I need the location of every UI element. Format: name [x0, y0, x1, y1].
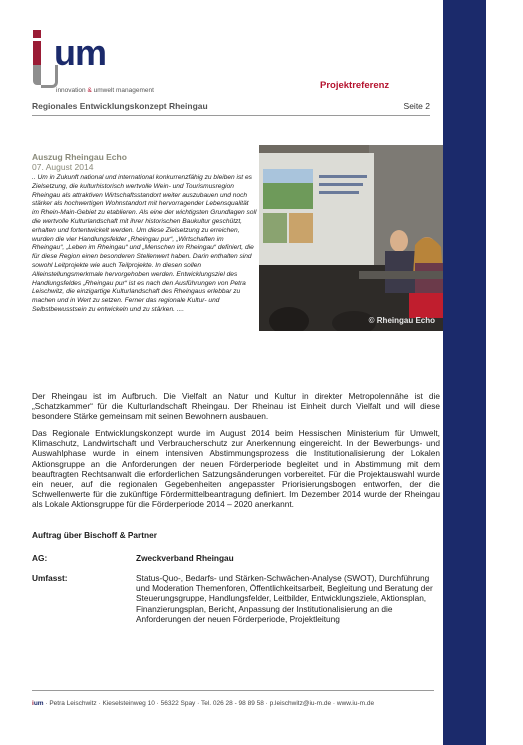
- photo-credit: © Rheingau Echo: [368, 316, 435, 325]
- projektreferenz-label: Projektreferenz: [320, 80, 390, 91]
- footer-divider: [32, 690, 434, 691]
- paragraph-1: Der Rheingau ist im Aufbruch. Die Vielfalt an Natur und Kultur in direkter Metropolennähe ist die „Schatzkammer“ für die Kulturlandschaft Rheingau. Der Rheinau ist Einheit durch Vielfalt und will diese besondere Stärke gemeinsam mit seinen Bewohnern ausbauen.: [32, 391, 440, 422]
- umfasst-label: Umfasst:: [32, 573, 68, 583]
- footer-text: · Petra Leischwitz · Kieselsteinweg 10 · 56322 Spay · Tel. 026 28 - 98 89 58 · p.leischwitz@iu-m.de · www.iu-m.de: [43, 700, 375, 707]
- page-number: Seite 2: [403, 101, 430, 111]
- event-photo: [259, 145, 443, 331]
- company-logo: [32, 30, 162, 94]
- logo-tagline: innovation & umwelt management: [56, 87, 154, 94]
- ag-label: AG:: [32, 553, 48, 563]
- document-title: Regionales Entwicklungskonzept Rheingau: [32, 101, 208, 111]
- ag-value: Zweckverband Rheingau: [136, 553, 234, 563]
- page-header: [32, 101, 430, 116]
- auftrag-heading: Auftrag über Bischoff & Partner: [32, 530, 157, 540]
- navy-side-bar: [443, 0, 486, 745]
- logo-um-letters: um: [54, 32, 106, 73]
- photo-illustration: [259, 145, 443, 331]
- article-excerpt: .. Um in Zukunft national und international konkurrenzfähig zu bleiben ist es Zielsetzung, die kulturhistorisch wertvolle Wein- und Tourismusregion Rheingau als attraktiven Wirtschaftsstandort weiter auszubauen und noch stärker als hochwertigen Wohnstandort mit hervorragender Lebensqualität im Rhein-Main-Gebiet zu etablieren. Als eine der wichtigsten Grundlagen soll die wertvolle Kulturlandschaft mit ihrer historischen Baukultur geschützt, erhalten und fortentwickelt werden. Um diese Zielsetzung zu erreichen, wurden die vier Handlungsfelder „Rheingau pur“, „Wirtschaften im Rheingau“, „Leben im Rheingau“ und „Menschen im Rheingau“ definiert, die für diese Region einen besonderen Stellenwert haben. Darin enthalten sind sowohl Leitprojekte wie auch Teilprojekte. In diesen sollen Alleinstellungsmerkmale hervorgehoben werden. Entwicklungsziel des Handlungsfeldes „Rheingau pur“ ist es nach den Ausführungen von Petra Leischwitz, die einzigartige Kulturlandschaft des Rheingaus erlebbar zu machen und in Wert zu setzen. Ferner das regionale Kultur- und Selbstbewusstsein zu entwickeln und zu stärken. ....: [32, 174, 257, 313]
- article-source: Auszug Rheingau Echo: [32, 152, 127, 162]
- footer-brand: ium: [32, 700, 44, 707]
- footer-contact: [32, 700, 374, 707]
- paragraph-2: Das Regionale Entwicklungskonzept wurde im August 2014 beim Hessischen Ministerium für Umwelt, Klimaschutz, Landwirtschaft und Verbraucherschutz zur Anerkennung eingereicht. In der Bewerbungs- und Auswahlphase wurde in einem intensiven Abstimmungsprozess die Institutionalisierung der Lokalen Aktionsgruppe an die Anforderungen der neuen Förderperiode begleitet und in Abstimmung mit dem beauftragten Rechtsanwalt die erforderlichen Satzungsänderungen vorbereitet. Für die Projektauswahl wurde ein neuer, auf die regionalen Gegebenheiten angepasster Priorisierungsbogen entworfen, der die Schwellenwerte für die zukünftige Fördermittelbeantragung definiert. Im Dezember 2014 wurde der Rheingau als Lokale Aktionsgruppe für die Förderperiode 2014 – 2020 anerkannt.: [32, 428, 440, 510]
- umfasst-value: Status-Quo-, Bedarfs- und Stärken-Schwächen-Analyse (SWOT), Durchführung und Moderation Themenforen, Öffentlichkeitsarbeit, Begleitung und Beratung der Steuerungsgruppe, Handlungsfelder, Leitbilder, Entwicklungsziele, Aktionsplan, Finanzierungsplan, Bericht, Anpassung der Institutionalisierung an die Anforderungen der neuen Förderperiode, Projektleitung: [136, 573, 433, 624]
- article-heading: [32, 152, 127, 172]
- article-date: 07. August 2014: [32, 162, 94, 172]
